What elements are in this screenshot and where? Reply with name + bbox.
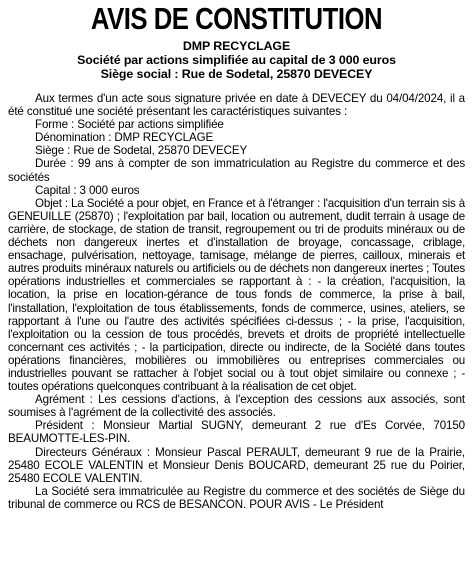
president-paragraph: Président : Monsieur Martial SUGNY, demeurant 2 rue d'Es Corvée, 70150 BEAUMOTTE-LES-PIN. — [8, 419, 465, 446]
intro-paragraph: Aux termes d'un acte sous signature privée en date à DEVECEY du 04/04/2024, il a été constitué une société présentant les caractéristiques suivantes : — [8, 92, 465, 119]
company-form-capital: Société par actions simplifiée au capital de 3 000 euros — [77, 53, 396, 67]
notice-body — [8, 92, 465, 511]
seat-line: Siège : Rue de Sodetal, 25870 DEVECEY — [35, 144, 248, 158]
general-directors-paragraph: Directeurs Généraux : Monsieur Pascal PERAULT, demeurant 9 rue de la Prairie, 25480 ECOLE VALENTIN et Monsieur Denis BOUCARD, demeurant 25 rue du Poirier, 25480 ECOLE VALENTIN. — [8, 445, 465, 485]
denomination-line: Dénomination : DMP RECYCLAGE — [35, 131, 214, 145]
company-seat: Siège social : Rue de Sodetal, 25870 DEVECEY — [100, 67, 373, 81]
registration-paragraph: La Société sera immatriculée au Registre du commerce et des sociétés de Siège du tribunal de commerce ou RCS de BESANCON. POUR AVIS - Le Président — [8, 484, 465, 511]
capital-line: Capital : 3 000 euros — [35, 183, 140, 197]
form-line: Forme : Société par actions simplifiée — [35, 118, 224, 132]
duration-line: Durée : 99 ans à compter de son immatriculation au Registre du commerce et des sociétés — [8, 157, 465, 184]
company-name: DMP RECYCLAGE — [182, 39, 291, 53]
company-header — [8, 39, 465, 81]
purpose-paragraph: Objet : La Société a pour objet, en France et à l'étranger : l'acquisition d'un terrain sis à GENEUILLE (25870) ; l'exploitation par bail, location ou autrement, dudit terrain à usage de carrière, de stockage, de station de transit, regroupement ou tri de produits minéraux ou de déchets non dangereux inertes et d'installation de broyage, concassage, criblage, ensachage, pulvérisation, nettoyage, tamisage, mélange de pierres, cailloux, minerais et autres produits minéraux naturels ou artificiels ou de déchets non dangereux inertes ; Toutes opérations industrielles et commerciales se rapportant à : - la création, l'acquisition, la location, la prise en location-gérance de tous fonds de commerce, la prise à bail, l'installation, l'exploitation de tous établissements, fonds de commerce, usines, ateliers, se rapportant à l'une ou l'autre des activités spécifiées ci-dessus ; - la prise, l'acquisition, l'exploitation ou la cession de tous procédés, brevets et droits de propriété intellectuelle concernant ces activités ; - la participation, directe ou indirecte, de la Société dans toutes opérations financières, mobilières ou immobilières ou entreprises commerciales ou industrielles pouvant se rattacher à l'objet social ou à tout objet similaire ou connexe ; - toutes opérations quelconques contribuant à la réalisation de cet objet. — [8, 196, 465, 394]
notice-title: AVIS DE CONSTITUTION — [90, 1, 383, 36]
approval-paragraph: Agrément : Les cessions d'actions, à l'exception des cessions aux associés, sont soumises à l'agrément de la collectivité des associés. — [8, 393, 465, 420]
